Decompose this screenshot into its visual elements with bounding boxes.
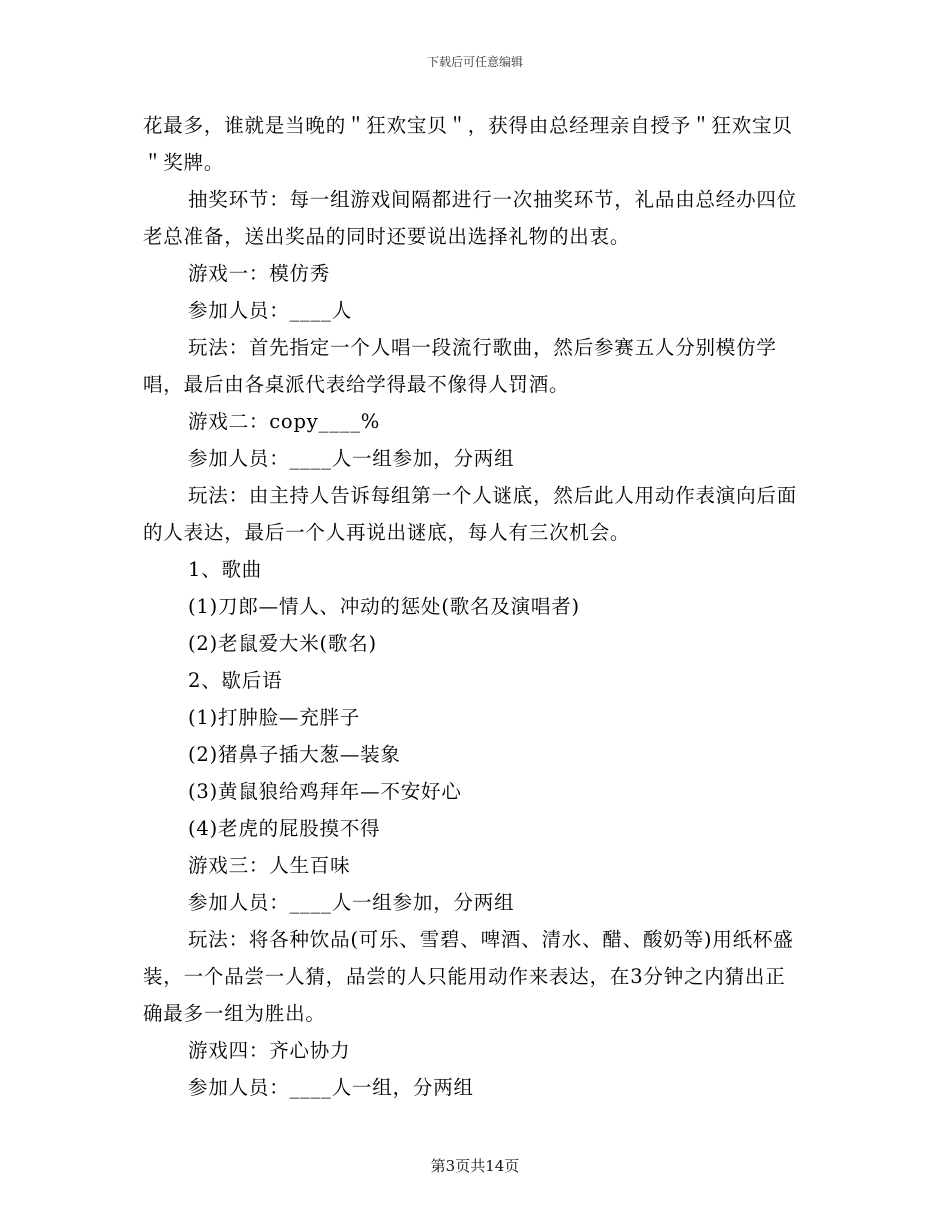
list-item: (1)打肿脸—充胖子 [188,706,361,729]
game-three-title: 游戏三：人生百味 [188,854,351,877]
paragraph-continuation: 花最多，谁就是当晚的＂狂欢宝贝＂，获得由总经理亲自授予＂狂欢宝贝＂奖牌。 [143,114,793,174]
game-three-participants: 参加人员：____人一组参加，分两组 [188,891,515,914]
list-item: (2)老鼠爱大米(歌名) [188,632,377,655]
list-heading-sayings: 2、歇后语 [188,669,283,692]
page-footer-number: 第3页共14页 [430,1157,520,1175]
game-one-participants: 参加人员：____人 [188,299,352,322]
document-body [143,107,803,1106]
list-heading-songs: 1、歌曲 [188,558,263,581]
game-one-title: 游戏一：模仿秀 [188,262,331,285]
list-item: (2)猪鼻子插大葱—装象 [188,743,401,766]
game-two-rules: 玩法：由主持人告诉每组第一个人谜底，然后此人用动作表演向后面的人表达，最后一个人再说出谜底，每人有三次机会。 [143,484,798,544]
game-two-title: 游戏二：copy____% [188,410,381,433]
game-four-participants: 参加人员：____人一组，分两组 [188,1076,474,1099]
paragraph-lottery: 抽奖环节：每一组游戏间隔都进行一次抽奖环节，礼品由总经办四位老总准备，送出奖品的同时还要说出选择礼物的出衷。 [143,188,798,248]
list-item: (4)老虎的屁股摸不得 [188,817,381,840]
game-two-participants: 参加人员：____人一组参加，分两组 [188,447,515,470]
list-item: (3)黄鼠狼给鸡拜年—不安好心 [188,780,462,803]
game-four-title: 游戏四：齐心协力 [188,1039,351,1062]
game-three-rules: 玩法：将各种饮品(可乐、雪碧、啤酒、清水、醋、酸奶等)用纸杯盛装，一个品尝一人猜，品尝的人只能用动作来表达，在3分钟之内猜出正确最多一组为胜出。 [143,928,794,1025]
list-item: (1)刀郎—情人、冲动的惩处(歌名及演唱者) [188,595,580,618]
page-header-note: 下载后可任意编辑 [426,55,523,69]
game-one-rules: 玩法：首先指定一个人唱一段流行歌曲，然后参赛五人分别模仿学唱，最后由各桌派代表给学得最不像得人罚酒。 [143,336,777,396]
